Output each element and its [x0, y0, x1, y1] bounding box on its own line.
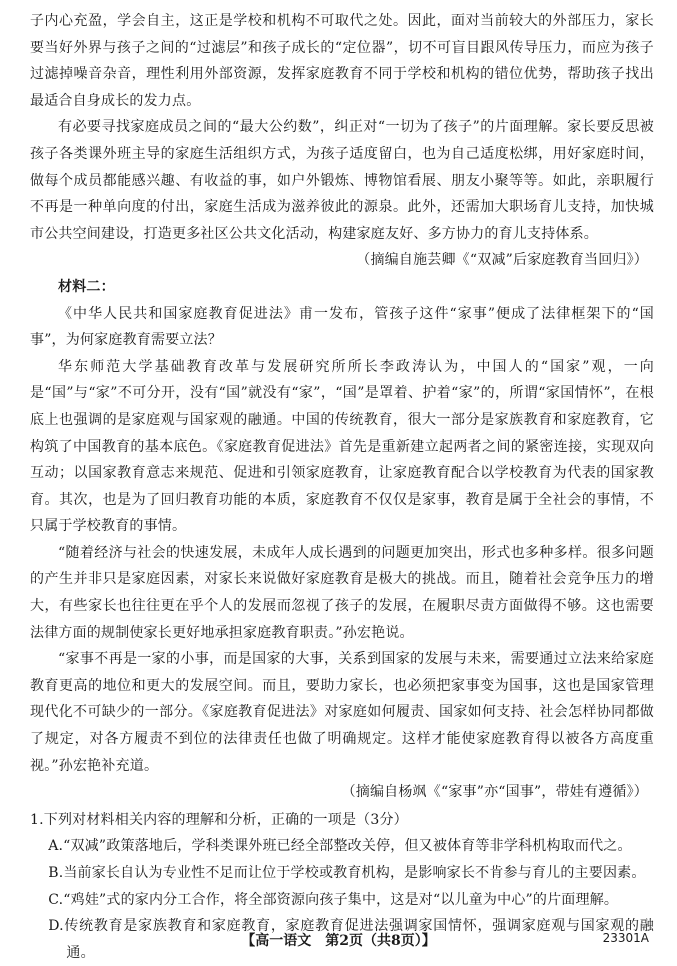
option-d: D.传统教育是家族教育和家庭教育，家庭教育促进法强调家国情怀，强调家庭观与国家观的融通。	[48, 918, 654, 961]
source-citation-2: （摘编自杨飒《“家事”亦“国事”，带娃有遵循》）	[341, 784, 648, 801]
paragraph-li-zhengtao: 华东师范大学基础教育改革与发展研究所所长李政涛认为，中国人的“国家”观，一向是“国”与“家”不可分开，没有“国”就没有“家”，“国”是罩着、护着“家”的，所谓“家国情怀”，在根底上也强调的是家庭观与国家观的融通。中国的传统教育，很大一部分是家族教育和家庭教育，它构筑了中国教育的基本底色。《家庭教育促进法》首先是重新建立起两者之间的紧密连接，实现双向互动；以国家教育意志来规范、促进和引领家庭教育，让家庭教育配合以学校教育为代表的国家教育。其次，也是为了回归教育功能的本质，家庭教育不仅仅是家事，教育是属于全社会的事情，不只属于学校教育的事情。	[30, 358, 654, 535]
question-stem: 1.下列对材料相关内容的理解和分析，正确的一项是（3分）	[30, 811, 408, 828]
footer-page-info: 【高一语文 第2页（共8页）】	[241, 933, 436, 949]
paragraph-family-balance: 有必要寻找家庭成员之间的“最大公约数”，纠正对“一切为了孩子”的片面理解。家长要反思被孩子各类课外班主导的家庭生活组织方式，为孩子适度留白，也为自己适度松绑，用好家庭时间，做每个成员都能感兴趣、有收益的事，如户外锻炼、博物馆看展、朋友小聚等等。如此，亲职履行不再是一种单向度的付出，家庭生活成为滋养彼此的源泉。此外，还需加大职场育儿支持，加快城市公共空间建设，打造更多社区公共文化活动，构建家庭友好、多方协力的育儿支持体系。	[30, 119, 654, 242]
source-citation-1: （摘编自施芸卿《“双减”后家庭教育当回归》）	[356, 252, 648, 269]
option-a: A.“双减”政策落地后，学科类课外班已经全部整改关停，但又被体育等非学科机构取而代之。	[48, 838, 632, 855]
paragraph-sun-quote-1: “随着经济与社会的快速发展，未成年人成长遇到的问题更加突出，形式也多种多样。很多问题的产生并非只是家庭因素，对家长来说做好家庭教育是极大的挑战。而且，随着社会竞争压力的增大，有些家长也往往更在乎个人的发展而忽视了孩子的发展，在履职尽责方面做得不够。这也需要法律方面的规制使家长更好地承担家庭教育职责。”孙宏艳说。	[30, 544, 654, 641]
paragraph-sun-quote-2: “家事不再是一家的小事，而是国家的大事，关系到国家的发展与未来，需要通过立法来给家庭教育更高的地位和更大的发展空间。而且，要助力家长，也必须把家事变为国事，这也是国家管理现代化不可缺少的一部分。《家庭教育促进法》对家庭如何履责、国家如何支持、社会怎样协同都做了规定，对各方履责不到位的法律责任也做了明确规定。这样才能使家庭教育得以被各方高度重视。”孙宏艳补充道。	[30, 651, 654, 774]
footer-exam-code: 23301A	[602, 931, 649, 945]
material-two-heading: 材料二：	[58, 278, 115, 295]
option-c: C.“鸡娃”式的家内分工合作，将全部资源向孩子集中，这是对“以儿童为中心”的片面理解。	[48, 891, 619, 908]
paragraph-continuation: 子内心充盈，学会自主，这正是学校和机构不可取代之处。因此，面对当前较大的外部压力，家长要当好外界与孩子之间的“过滤层”和孩子成长的“定位器”，切不可盲目跟风传导压力，而应为孩子过滤掉噪音杂音，理性利用外部资源，发挥家庭教育不同于学校和机构的错位优势，帮助孩子找出最适合自身成长的发力点。	[30, 13, 654, 109]
option-b: B.当前家长自认为专业性不足而让位于学校或教育机构，是影响家长不肯参与育儿的主要因素。	[48, 865, 646, 881]
page-content	[30, 8, 654, 966]
page-footer	[0, 930, 677, 952]
paragraph-law-intro: 《中华人民共和国家庭教育促进法》甫一发布，管孩子这件“家事”便成了法律框架下的“国事”，为何家庭教育需要立法？	[30, 305, 654, 349]
